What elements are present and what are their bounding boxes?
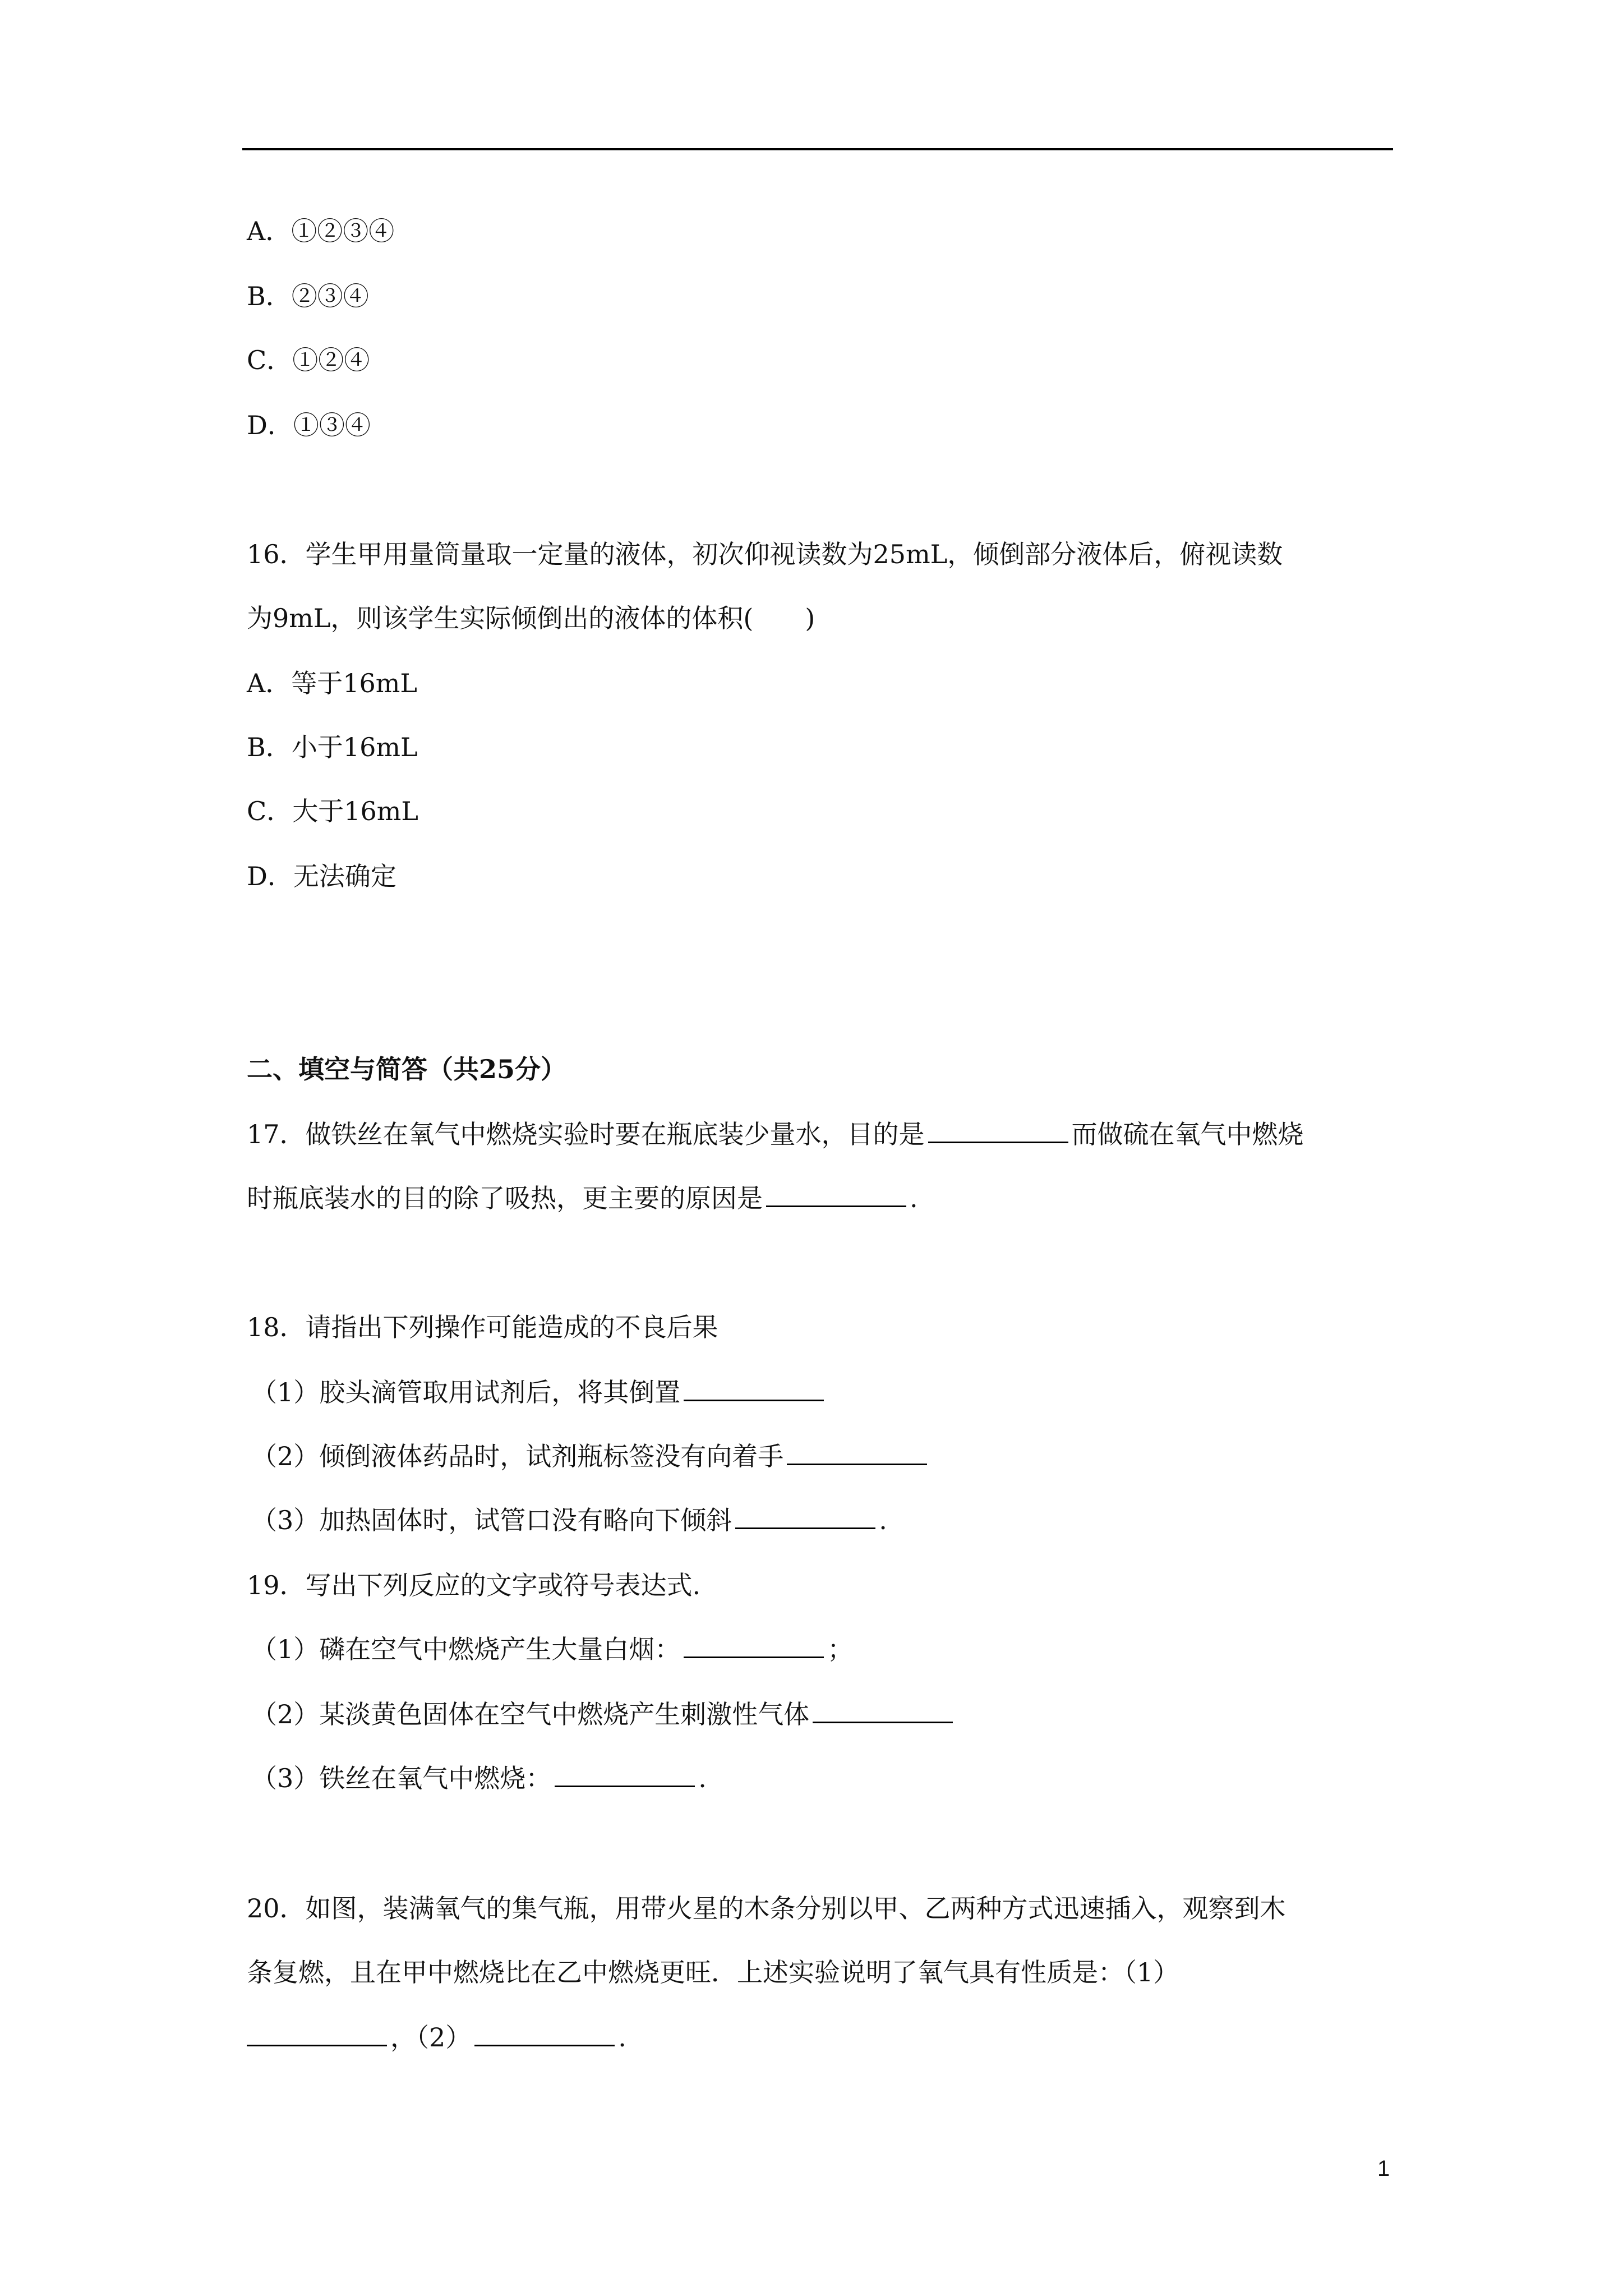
q19-item3-text-a: （3）铁丝在氧气中燃烧： [251,1763,552,1793]
q17-line1-text-a: 17．做铁丝在氧气中燃烧实验时要在瓶底装少量水，目的是 [247,1119,925,1149]
q18-item1 [251,1375,827,1409]
q19-item3-text-b: . [698,1763,707,1793]
page-number: 1 [1377,2156,1390,2181]
q19-item1 [251,1632,853,1666]
q20-blank-1 [247,2021,387,2046]
q20-line3 [247,2021,626,2054]
q19-blank-2 [813,1698,953,1723]
q20-blank-2 [474,2021,615,2046]
q19-blank-1 [684,1633,824,1658]
q18-blank-2 [787,1440,927,1465]
q17-line2-text-a: 时瓶底装水的目的除了吸热，更主要的原因是 [247,1183,763,1213]
q15-option-c: C．①②④ [247,345,370,375]
q18-item3 [251,1503,887,1537]
q16-option-d: D．无法确定 [247,861,396,891]
q20-line2: 条复燃，且在甲中燃烧比在乙中燃烧更旺．上述实验说明了氧气具有性质是：（1） [247,1957,1179,1987]
q18-item3-text-a: （3）加热固体时，试管口没有略向下倾斜 [251,1505,732,1535]
q20-line1: 20．如图，装满氧气的集气瓶，用带火星的木条分别以甲、乙两种方式迅速插入，观察到木 [247,1893,1286,1924]
q16-option-b: B．小于16mL [247,732,418,762]
section-2-heading: 二、填空与简答（共25分） [247,1054,567,1084]
q18-stem: 18．请指出下列操作可能造成的不良后果 [247,1312,718,1342]
q20-line3-text-b: . [618,2022,626,2053]
q16-option-c: C．大于16mL [247,796,418,826]
q17-blank-2 [766,1182,906,1207]
q15-option-b: B．②③④ [247,281,369,311]
q18-blank-1 [684,1376,824,1401]
q18-item3-text-b: . [879,1505,887,1535]
header-rule [242,148,1393,150]
q16-stem-line1: 16．学生甲用量筒量取一定量的液体，初次仰视读数为25mL，倾倒部分液体后，俯视读数 [247,539,1283,569]
q19-blank-3 [555,1762,695,1787]
q17-line2-text-b: . [910,1183,918,1213]
q15-option-a: A．①②③④ [247,216,395,246]
q19-stem: 19．写出下列反应的文字或符号表达式. [247,1570,701,1600]
q16-option-a: A．等于16mL [247,668,417,698]
q19-item2 [251,1697,956,1731]
q19-item1-text-a: （1）磷在空气中燃烧产生大量白烟： [251,1634,681,1664]
q17-line1 [247,1117,1304,1151]
q18-item1-text: （1）胶头滴管取用试剂后，将其倒置 [251,1377,681,1407]
q17-line2 [247,1181,918,1215]
q19-item3 [251,1761,707,1795]
q17-blank-1 [928,1118,1068,1143]
q17-line1-text-b: 而做硫在氧气中燃烧 [1071,1119,1304,1149]
q18-item2-text: （2）倾倒液体药品时，试剂瓶标签没有向着手 [251,1441,784,1471]
q18-item2 [251,1439,930,1473]
q20-line3-text-a: ，（2） [390,2022,472,2053]
q15-option-d: D．①③④ [247,410,371,440]
q18-blank-3 [735,1504,875,1529]
q19-item2-text: （2）某淡黄色固体在空气中燃烧产生刺激性气体 [251,1699,810,1729]
q16-stem-line2: 为9mL，则该学生实际倾倒出的液体的体积( ) [247,603,815,633]
q19-item1-text-b: ； [827,1634,854,1664]
